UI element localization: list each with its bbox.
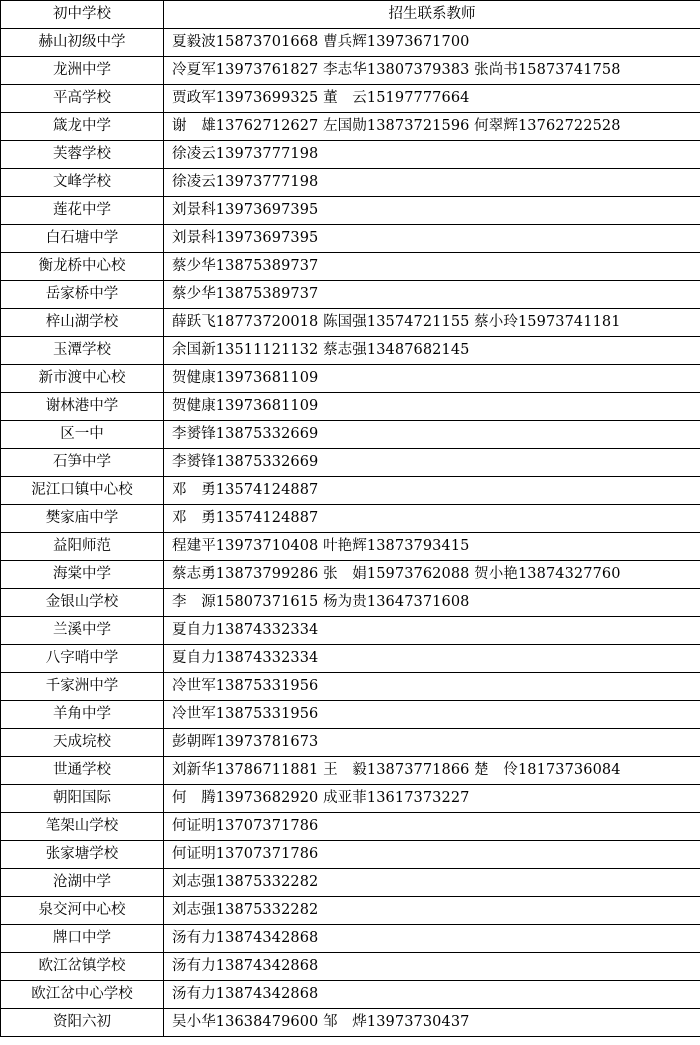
school-name-cell: 欧江岔中心学校 [1, 981, 164, 1009]
contact-teachers-cell: 蔡少华13875389737 [164, 281, 700, 309]
school-name-cell: 芙蓉学校 [1, 141, 164, 169]
school-name-cell: 区一中 [1, 421, 164, 449]
school-name-cell: 梓山湖学校 [1, 309, 164, 337]
table-row [1, 953, 700, 981]
table-row [1, 981, 700, 1009]
table-row [1, 225, 700, 253]
table-row [1, 113, 700, 141]
school-name-cell: 八字哨中学 [1, 645, 164, 673]
table-row [1, 309, 700, 337]
school-name-cell: 衡龙桥中心校 [1, 253, 164, 281]
contact-teachers-cell: 汤有力13874342868 [164, 981, 700, 1009]
contact-teachers-cell: 薛跃飞18773720018 陈国强13574721155 蔡小玲15973741181 [164, 309, 700, 337]
school-name-cell: 欧江岔镇学校 [1, 953, 164, 981]
school-name-cell: 石笋中学 [1, 449, 164, 477]
school-name-cell: 岳家桥中学 [1, 281, 164, 309]
table-row [1, 841, 700, 869]
school-name-cell: 新市渡中心校 [1, 365, 164, 393]
contact-teachers-cell: 何证明13707371786 [164, 841, 700, 869]
contact-teachers-cell: 夏自力13874332334 [164, 617, 700, 645]
school-name-cell: 羊角中学 [1, 701, 164, 729]
contact-teachers-cell: 贺健康13973681109 [164, 393, 700, 421]
table-body [1, 29, 700, 1037]
contact-teachers-cell: 李赟锋13875332669 [164, 421, 700, 449]
table-row [1, 673, 700, 701]
table-row [1, 197, 700, 225]
table-row [1, 169, 700, 197]
school-name-cell: 牌口中学 [1, 925, 164, 953]
contact-teachers-cell: 刘志强13875332282 [164, 869, 700, 897]
contact-teachers-cell: 李赟锋13875332669 [164, 449, 700, 477]
column-header-school: 初中学校 [1, 1, 164, 29]
contact-teachers-cell: 蔡少华13875389737 [164, 253, 700, 281]
school-name-cell: 文峰学校 [1, 169, 164, 197]
contact-teachers-cell: 邓 勇13574124887 [164, 505, 700, 533]
school-name-cell: 千家洲中学 [1, 673, 164, 701]
table-row [1, 897, 700, 925]
contact-teachers-cell: 吴小华13638479600 邹 烨13973730437 [164, 1009, 700, 1037]
table-row [1, 1009, 700, 1037]
table-row [1, 29, 700, 57]
table-row [1, 253, 700, 281]
contact-teachers-cell: 邓 勇13574124887 [164, 477, 700, 505]
contact-teachers-cell: 徐凌云13973777198 [164, 141, 700, 169]
contact-teachers-cell: 贾政军13973699325 董 云15197777664 [164, 85, 700, 113]
school-name-cell: 资阳六初 [1, 1009, 164, 1037]
school-name-cell: 谢林港中学 [1, 393, 164, 421]
table-row [1, 589, 700, 617]
school-name-cell: 平高学校 [1, 85, 164, 113]
school-name-cell: 樊家庙中学 [1, 505, 164, 533]
school-name-cell: 泉交河中心校 [1, 897, 164, 925]
table-row [1, 813, 700, 841]
school-name-cell: 泥江口镇中心校 [1, 477, 164, 505]
school-name-cell: 世通学校 [1, 757, 164, 785]
table-row [1, 57, 700, 85]
school-name-cell: 龙洲中学 [1, 57, 164, 85]
table-row [1, 701, 700, 729]
contact-teachers-cell: 夏自力13874332334 [164, 645, 700, 673]
school-name-cell: 天成垸校 [1, 729, 164, 757]
school-name-cell: 沧湖中学 [1, 869, 164, 897]
contact-teachers-cell: 冷夏军13973761827 李志华13807379383 张尚书15873741758 [164, 57, 700, 85]
header-row [1, 1, 700, 29]
table-row [1, 505, 700, 533]
contact-teachers-cell: 徐凌云13973777198 [164, 169, 700, 197]
contact-teachers-cell: 何 腾13973682920 成亚菲13617373227 [164, 785, 700, 813]
contact-teachers-cell: 冷世军13875331956 [164, 673, 700, 701]
table-row [1, 869, 700, 897]
contact-teachers-cell: 彭朝晖13973781673 [164, 729, 700, 757]
table-row [1, 785, 700, 813]
contact-teachers-cell: 程建平13973710408 叶艳辉13873793415 [164, 533, 700, 561]
school-name-cell: 笔架山学校 [1, 813, 164, 841]
school-name-cell: 莲花中学 [1, 197, 164, 225]
table-row [1, 477, 700, 505]
school-name-cell: 箴龙中学 [1, 113, 164, 141]
contact-teachers-cell: 刘景科13973697395 [164, 225, 700, 253]
school-name-cell: 赫山初级中学 [1, 29, 164, 57]
contact-teachers-cell: 谢 雄13762712627 左国勋13873721596 何翠辉13762722528 [164, 113, 700, 141]
table-row [1, 85, 700, 113]
table-row [1, 561, 700, 589]
school-name-cell: 玉潭学校 [1, 337, 164, 365]
school-name-cell: 兰溪中学 [1, 617, 164, 645]
table-row [1, 337, 700, 365]
school-name-cell: 朝阳国际 [1, 785, 164, 813]
table-row [1, 645, 700, 673]
contact-teachers-cell: 冷世军13875331956 [164, 701, 700, 729]
table-row [1, 729, 700, 757]
contact-teachers-cell: 刘景科13973697395 [164, 197, 700, 225]
table-row [1, 533, 700, 561]
contact-teachers-cell: 刘新华13786711881 王 毅13873771866 楚 伶18173736084 [164, 757, 700, 785]
school-name-cell: 白石塘中学 [1, 225, 164, 253]
table-row [1, 393, 700, 421]
table-header [1, 1, 700, 29]
table-row [1, 141, 700, 169]
school-name-cell: 益阳师范 [1, 533, 164, 561]
table-row [1, 365, 700, 393]
table-row [1, 617, 700, 645]
table-row [1, 925, 700, 953]
contact-teachers-cell: 余国新13511121132 蔡志强13487682145 [164, 337, 700, 365]
column-header-contact: 招生联系教师 [164, 1, 700, 29]
table-row [1, 757, 700, 785]
contact-teachers-cell: 汤有力13874342868 [164, 925, 700, 953]
table-row [1, 421, 700, 449]
contact-teachers-cell: 刘志强13875332282 [164, 897, 700, 925]
contact-teachers-cell: 何证明13707371786 [164, 813, 700, 841]
school-name-cell: 金银山学校 [1, 589, 164, 617]
contact-teachers-cell: 贺健康13973681109 [164, 365, 700, 393]
contact-teachers-cell: 李 源15807371615 杨为贵13647371608 [164, 589, 700, 617]
contact-teachers-cell: 蔡志勇13873799286 张 娟15973762088 贺小艳13874327760 [164, 561, 700, 589]
contact-teachers-cell: 汤有力13874342868 [164, 953, 700, 981]
school-name-cell: 海棠中学 [1, 561, 164, 589]
table-row [1, 449, 700, 477]
table-row [1, 281, 700, 309]
contact-teachers-cell: 夏毅波15873701668 曹兵辉13973671700 [164, 29, 700, 57]
school-name-cell: 张家塘学校 [1, 841, 164, 869]
